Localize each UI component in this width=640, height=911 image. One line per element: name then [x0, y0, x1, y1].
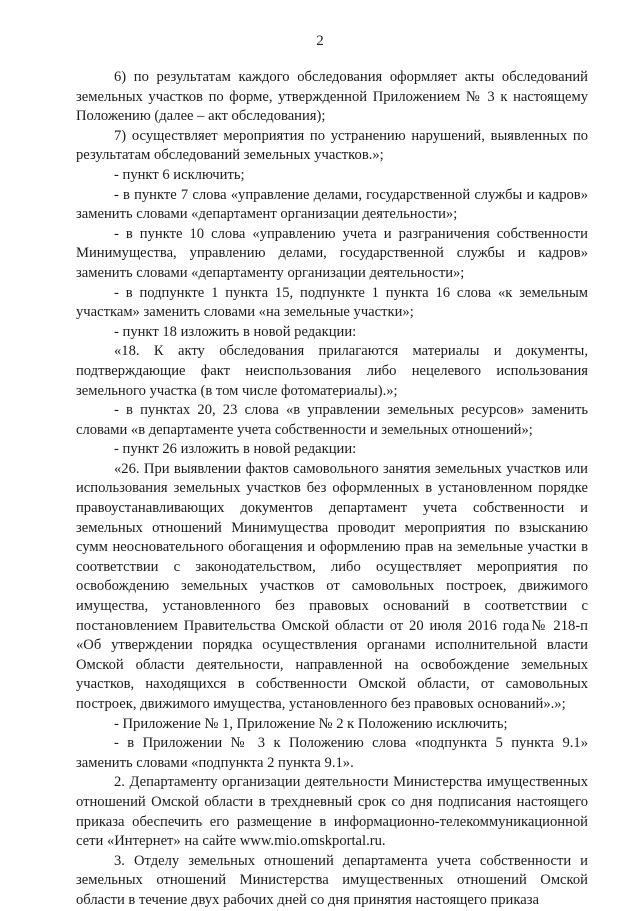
paragraph-point-18-intro: - пункт 18 изложить в новой редакции: — [114, 323, 357, 340]
paragraph-clause-2: 2. Департаменту организации деятельности Министерства имущественных отношений Омской области в трехдневный срок со дня подписания настоящего приказа обеспечить его размещение в информационно-телекоммуникационной сети «Интернет» на сайте www.mio.omskportal.ru. — [76, 774, 588, 850]
paragraph-point-7-change: - в пункте 7 слова «управление делами, государственной службы и кадров» заменить словами «департамент организации деятельности»; — [76, 186, 588, 223]
paragraph-clause-3: 3. Отделу земельных отношений департамента учета собственности и земельных отношений Министерства имущественных отношений Омской области в течение двух рабочих дней со дня принятия настоящего приказа — [76, 852, 588, 908]
paragraph-points-15-16-change: - в подпункте 1 пункта 15, подпункте 1 пункта 16 слова «к земельным участкам» заменить словами «на земельные участки»; — [76, 284, 588, 321]
paragraph-appendix-3-change: - в Приложении № 3 к Положению слова «подпункта 5 пункта 9.1» заменить словами «подпункта 2 пункта 9.1». — [76, 735, 588, 771]
paragraph-delete-point-6: - пункт 6 исключить; — [114, 166, 245, 183]
paragraph-item-7: 7) осуществляет мероприятия по устранению нарушений, выявленных по результатам обследований земельных участков.»; — [76, 127, 588, 164]
paragraph-point-26-intro: - пункт 26 изложить в новой редакции: — [114, 441, 357, 458]
document-body — [76, 68, 588, 911]
paragraph-appendices-delete: - Приложение № 1, Приложение № 2 к Положению исключить; — [114, 715, 508, 732]
paragraph-item-6: 6) по результатам каждого обследования оформляет акты обследований земельных участков по форме, утвержденной Приложением № 3 к настоящему Положению (далее – акт обследования); — [76, 69, 588, 125]
paragraph-point-10-change: - в пункте 10 слова «управлению учета и разграничения собственности Минимущества, управлению делами, государственной службы и кадров» заменить словами «департаменту организации деятельности»; — [76, 225, 588, 281]
paragraph-points-20-23-change: - в пунктах 20, 23 слова «в управлении земельных ресурсов» заменить словами «в департаменте учета собственности и земельных отношений»; — [76, 402, 588, 438]
page-number: 2 — [316, 33, 324, 49]
paragraph-point-18-text: «18. К акту обследования прилагаются материалы и документы, подтверждающие факт неиспользования либо нецелевого использования земельного участка (в том числе фотоматериалы).»; — [76, 343, 588, 399]
paragraph-point-26-text: «26. При выявлении фактов самовольного занятия земельных участков или использования земельных участков без оформленных в установленном порядке правоустанавливающих документов департамент учета собственности и земельных отношений Минимущества проводит мероприятия по взысканию сумм неосновательного обогащения и оформлению прав на земельные участки в соответствии с законодательством, либо осуществляет мероприятия по освобождению земельных участков от самовольных построек, движимого имущества, установленного без правовых оснований в соответствии с постановлением Правительства Омской области от 20 июля 2016 года№ 218-п «Об утверждении порядка осуществления органами исполнительной власти Омской области деятельности, направленной на освобождение земельных участков, находящихся в собственности Омской области, от самовольных построек, движимого имущества, установленного без правовых оснований».»; — [76, 460, 588, 712]
